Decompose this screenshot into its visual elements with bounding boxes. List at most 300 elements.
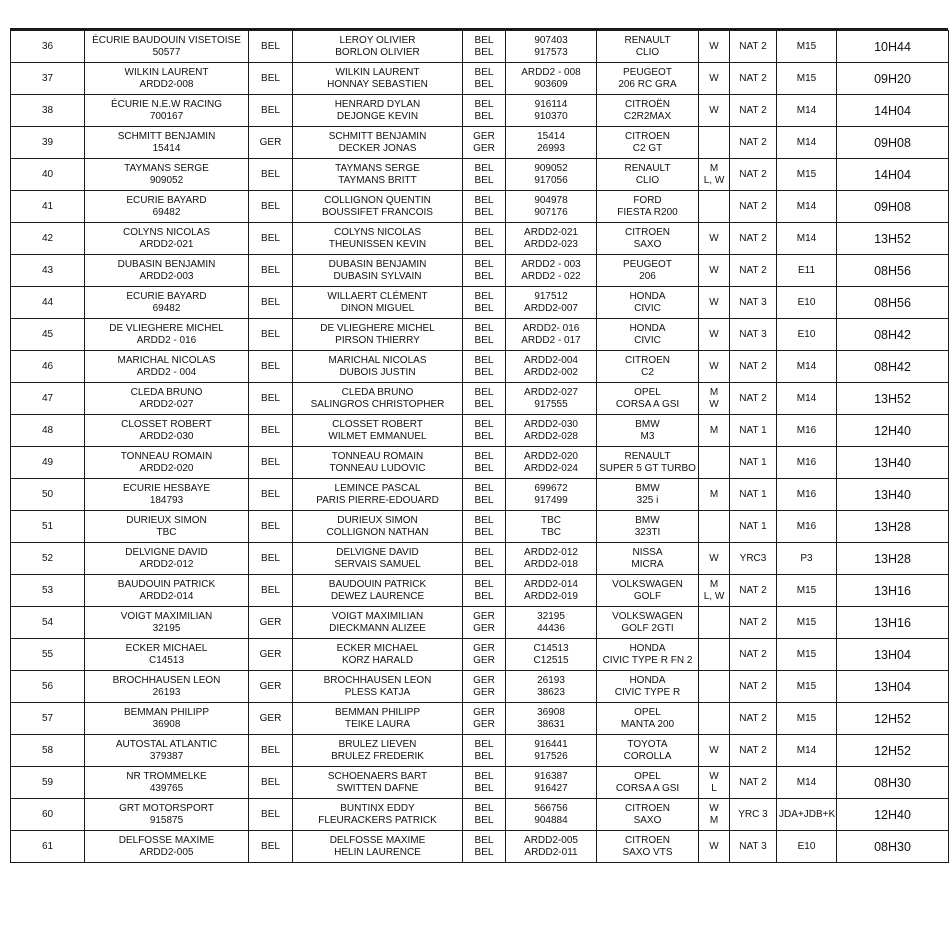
car-cell xyxy=(597,607,699,639)
licence-cell xyxy=(506,543,597,575)
class: M14 xyxy=(777,383,837,415)
table-row xyxy=(11,31,949,63)
class: M16 xyxy=(777,511,837,543)
flags-cell xyxy=(699,159,730,191)
crew-member: BUNTINX EDDY xyxy=(340,802,415,814)
crew-nationality: BEL xyxy=(474,46,494,58)
car-line: C2 GT xyxy=(632,142,663,154)
licence-number: 904978 xyxy=(534,194,568,206)
scrutineering-time: 08H42 xyxy=(837,319,949,351)
entry-list-table xyxy=(10,30,949,863)
car-line: CIVIC xyxy=(634,302,661,314)
entrant-line: CLEDA BRUNO xyxy=(130,386,203,398)
table-row xyxy=(11,607,949,639)
entrant-nationality: BEL xyxy=(249,447,293,479)
category: YRC3 xyxy=(730,543,777,575)
flag-code: W xyxy=(709,802,719,814)
entrant-cell xyxy=(85,159,249,191)
car-cell xyxy=(597,63,699,95)
crew-member: FLEURACKERS PATRICK xyxy=(318,814,437,826)
crew-member: SCHMITT BENJAMIN xyxy=(328,130,427,142)
entrant-cell xyxy=(85,639,249,671)
crew-member: WILLAERT CLÉMENT xyxy=(327,290,428,302)
licence-number: ARDD2 - 008 xyxy=(521,66,581,78)
car-line: HONDA xyxy=(629,290,666,302)
flags-cell xyxy=(699,799,730,831)
crew-nationality: GER xyxy=(473,130,495,142)
entrant-cell xyxy=(85,383,249,415)
car-line: FORD xyxy=(633,194,662,206)
crew-nationality-cell xyxy=(463,63,506,95)
car-cell xyxy=(597,703,699,735)
crew-nationality: BEL xyxy=(474,238,494,250)
licence-number: 903609 xyxy=(534,78,568,90)
crew-member: DURIEUX SIMON xyxy=(337,514,418,526)
crew-nationality: BEL xyxy=(474,226,494,238)
car-line: SUPER 5 GT TURBO xyxy=(599,462,696,474)
entrant-nationality: BEL xyxy=(249,735,293,767)
licence-number: 917056 xyxy=(534,174,568,186)
crew-nationality: BEL xyxy=(474,366,494,378)
car-cell xyxy=(597,351,699,383)
car-line: HONDA xyxy=(629,642,666,654)
crew-cell xyxy=(293,95,463,127)
entrant-line: 700167 xyxy=(149,110,184,122)
entrant-line: DURIEUX SIMON xyxy=(126,514,207,526)
crew-nationality-cell xyxy=(463,191,506,223)
car-line: GOLF xyxy=(633,590,662,602)
entrant-nationality: BEL xyxy=(249,319,293,351)
scrutineering-time: 14H04 xyxy=(837,95,949,127)
crew-nationality-cell xyxy=(463,575,506,607)
car-cell xyxy=(597,575,699,607)
crew-member: PIRSON THIERRY xyxy=(335,334,420,346)
table-row xyxy=(11,383,949,415)
crew-member: HONNAY SEBASTIEN xyxy=(327,78,428,90)
car-cell xyxy=(597,191,699,223)
table-row xyxy=(11,159,949,191)
licence-number: ARDD2 - 003 xyxy=(521,258,581,270)
crew-nationality: BEL xyxy=(474,270,494,282)
crew-cell xyxy=(293,703,463,735)
category: NAT 1 xyxy=(730,415,777,447)
car-cell xyxy=(597,223,699,255)
class: JDA+JDB+K xyxy=(777,799,837,831)
crew-nationality: BEL xyxy=(474,494,494,506)
car-cell xyxy=(597,159,699,191)
crew-nationality: GER xyxy=(473,674,495,686)
car-cell xyxy=(597,767,699,799)
flags-cell xyxy=(699,95,730,127)
crew-cell xyxy=(293,191,463,223)
class: M15 xyxy=(777,159,837,191)
crew-nationality: BEL xyxy=(474,450,494,462)
entrant-line: DE VLIEGHERE MICHEL xyxy=(109,322,224,334)
flags-cell xyxy=(699,831,730,863)
crew-nationality: GER xyxy=(473,610,495,622)
entry-list-sheet xyxy=(10,30,948,863)
entrant-cell xyxy=(85,543,249,575)
flags-cell xyxy=(699,191,730,223)
start-number: 61 xyxy=(11,831,85,863)
scrutineering-time: 08H30 xyxy=(837,831,949,863)
licence-cell xyxy=(506,223,597,255)
crew-nationality-cell xyxy=(463,607,506,639)
flag-code: W xyxy=(709,40,719,52)
car-cell xyxy=(597,447,699,479)
licence-cell xyxy=(506,159,597,191)
category: NAT 2 xyxy=(730,703,777,735)
entrant-line: 909052 xyxy=(149,174,184,186)
flags-cell xyxy=(699,575,730,607)
crew-nationality: BEL xyxy=(474,194,494,206)
entrant-line: MARICHAL NICOLAS xyxy=(117,354,216,366)
crew-member: DIECKMANN ALIZEE xyxy=(329,622,426,634)
flag-code: W xyxy=(709,840,719,852)
scrutineering-time: 13H40 xyxy=(837,447,949,479)
licence-cell xyxy=(506,703,597,735)
start-number: 53 xyxy=(11,575,85,607)
car-line: HONDA xyxy=(629,322,666,334)
entrant-line: 32195 xyxy=(152,622,181,634)
flag-code: M xyxy=(709,578,719,590)
licence-number: ARDD2-011 xyxy=(524,846,578,858)
car-line: PEUGEOT xyxy=(623,66,672,78)
flags-cell xyxy=(699,447,730,479)
entrant-line: 915875 xyxy=(149,814,184,826)
entry-rows xyxy=(11,31,949,863)
car-line: SAXO xyxy=(633,238,662,250)
entrant-line: 439765 xyxy=(149,782,184,794)
scrutineering-time: 13H40 xyxy=(837,479,949,511)
category: NAT 1 xyxy=(730,479,777,511)
entrant-nationality: GER xyxy=(249,127,293,159)
flag-code: L xyxy=(711,782,717,794)
table-row xyxy=(11,319,949,351)
crew-cell xyxy=(293,671,463,703)
scrutineering-time: 09H08 xyxy=(837,191,949,223)
crew-nationality: BEL xyxy=(474,482,494,494)
crew-nationality: BEL xyxy=(474,430,494,442)
start-number: 46 xyxy=(11,351,85,383)
car-line: BMW xyxy=(635,418,660,430)
crew-member: VOIGT MAXIMILIAN xyxy=(331,610,424,622)
crew-cell xyxy=(293,447,463,479)
car-cell xyxy=(597,383,699,415)
crew-member: DECKER JONAS xyxy=(338,142,417,154)
crew-cell xyxy=(293,383,463,415)
scrutineering-time: 08H56 xyxy=(837,255,949,287)
licence-number: ARDD2-014 xyxy=(524,578,578,590)
licence-number: 916427 xyxy=(534,782,568,794)
crew-nationality: GER xyxy=(473,142,495,154)
crew-member: THEUNISSEN KEVIN xyxy=(328,238,427,250)
crew-member: DEJONGE KEVIN xyxy=(336,110,419,122)
licence-number: ARDD2-030 xyxy=(524,418,578,430)
crew-nationality: BEL xyxy=(474,558,494,570)
entrant-line: ARDD2-005 xyxy=(139,846,194,858)
start-number: 40 xyxy=(11,159,85,191)
car-line: CITROEN xyxy=(625,834,670,846)
flags-cell xyxy=(699,383,730,415)
entrant-nationality: BEL xyxy=(249,575,293,607)
class: M14 xyxy=(777,767,837,799)
licence-number: 907403 xyxy=(534,34,568,46)
car-line: COROLLA xyxy=(623,750,672,762)
class: E11 xyxy=(777,255,837,287)
flag-code: M xyxy=(709,814,719,826)
flag-code: W xyxy=(709,264,719,276)
category: NAT 2 xyxy=(730,671,777,703)
flags-cell xyxy=(699,415,730,447)
entrant-line: ECURIE BAYARD xyxy=(126,290,207,302)
crew-member: DUBOIS JUSTIN xyxy=(339,366,416,378)
entrant-cell xyxy=(85,63,249,95)
entrant-line: AUTOSTAL ATLANTIC xyxy=(115,738,218,750)
entrant-line: ARDD2-014 xyxy=(139,590,194,602)
crew-cell xyxy=(293,255,463,287)
crew-nationality: BEL xyxy=(474,66,494,78)
scrutineering-time: 13H52 xyxy=(837,383,949,415)
crew-member: BRULEZ LIEVEN xyxy=(338,738,417,750)
car-line: GOLF 2GTI xyxy=(621,622,674,634)
entrant-nationality: BEL xyxy=(249,831,293,863)
crew-nationality-cell xyxy=(463,799,506,831)
table-row xyxy=(11,767,949,799)
crew-member: COLLIGNON QUENTIN xyxy=(324,194,431,206)
category: NAT 3 xyxy=(730,287,777,319)
entrant-cell xyxy=(85,415,249,447)
crew-nationality-cell xyxy=(463,319,506,351)
crew-nationality: BEL xyxy=(474,834,494,846)
flag-code: W xyxy=(709,360,719,372)
category: NAT 2 xyxy=(730,639,777,671)
licence-number: TBC xyxy=(541,526,561,538)
car-line: BMW xyxy=(635,482,660,494)
flags-cell xyxy=(699,63,730,95)
flag-code: W xyxy=(709,744,719,756)
licence-number: ARDD2-021 xyxy=(524,226,578,238)
licence-number: ARDD2 - 022 xyxy=(521,270,581,282)
flag-code: W xyxy=(709,552,719,564)
car-line: FIESTA R200 xyxy=(617,206,678,218)
class: M15 xyxy=(777,575,837,607)
crew-nationality: BEL xyxy=(474,398,494,410)
scrutineering-time: 08H56 xyxy=(837,287,949,319)
table-row xyxy=(11,127,949,159)
crew-nationality: BEL xyxy=(474,782,494,794)
flags-cell xyxy=(699,127,730,159)
start-number: 55 xyxy=(11,639,85,671)
entrant-line: DELVIGNE DAVID xyxy=(125,546,208,558)
entrant-cell xyxy=(85,287,249,319)
entrant-line: SCHMITT BENJAMIN xyxy=(117,130,216,142)
crew-nationality-cell xyxy=(463,351,506,383)
category: NAT 2 xyxy=(730,223,777,255)
licence-number: 38631 xyxy=(537,718,565,730)
crew-nationality: BEL xyxy=(474,802,494,814)
start-number: 36 xyxy=(11,31,85,63)
crew-nationality: BEL xyxy=(474,770,494,782)
licence-number: 910370 xyxy=(534,110,568,122)
flag-code: W xyxy=(709,104,719,116)
crew-nationality: BEL xyxy=(474,846,494,858)
licence-cell xyxy=(506,671,597,703)
start-number: 51 xyxy=(11,511,85,543)
crew-cell xyxy=(293,735,463,767)
table-row xyxy=(11,639,949,671)
entrant-cell xyxy=(85,191,249,223)
start-number: 54 xyxy=(11,607,85,639)
car-line: CORSA A GSI xyxy=(615,782,680,794)
licence-number: 916387 xyxy=(534,770,568,782)
table-row xyxy=(11,479,949,511)
crew-cell xyxy=(293,543,463,575)
scrutineering-time: 13H52 xyxy=(837,223,949,255)
crew-nationality-cell xyxy=(463,447,506,479)
flag-code: W xyxy=(709,398,719,410)
entrant-line: ARDD2-021 xyxy=(139,238,194,250)
start-number: 48 xyxy=(11,415,85,447)
crew-member: BAUDOUIN PATRICK xyxy=(328,578,427,590)
crew-nationality-cell xyxy=(463,383,506,415)
licence-cell xyxy=(506,767,597,799)
entrant-line: DELFOSSE MAXIME xyxy=(118,834,215,846)
licence-number: 916441 xyxy=(534,738,568,750)
scrutineering-time: 13H04 xyxy=(837,639,949,671)
licence-cell xyxy=(506,319,597,351)
crew-nationality: BEL xyxy=(474,578,494,590)
flag-code: M xyxy=(709,424,719,436)
category: NAT 2 xyxy=(730,159,777,191)
flags-cell xyxy=(699,351,730,383)
crew-member: PLESS KATJA xyxy=(344,686,411,698)
crew-cell xyxy=(293,799,463,831)
entrant-line: COLYNS NICOLAS xyxy=(122,226,211,238)
licence-number: 909052 xyxy=(534,162,568,174)
licence-cell xyxy=(506,447,597,479)
licence-number: ARDD2-028 xyxy=(524,430,578,442)
car-line: PEUGEOT xyxy=(623,258,672,270)
car-line: 206 xyxy=(639,270,656,282)
licence-cell xyxy=(506,127,597,159)
crew-member: TEIKE LAURA xyxy=(344,718,411,730)
category: NAT 1 xyxy=(730,447,777,479)
entrant-nationality: BEL xyxy=(249,287,293,319)
category: NAT 2 xyxy=(730,127,777,159)
licence-cell xyxy=(506,831,597,863)
car-line: RENAULT xyxy=(624,450,671,462)
table-row xyxy=(11,287,949,319)
licence-cell xyxy=(506,735,597,767)
crew-nationality: BEL xyxy=(474,98,494,110)
start-number: 38 xyxy=(11,95,85,127)
crew-nationality: BEL xyxy=(474,34,494,46)
entrant-line: 36908 xyxy=(152,718,181,730)
entrant-nationality: BEL xyxy=(249,415,293,447)
crew-member: BROCHHAUSEN LEON xyxy=(323,674,432,686)
scrutineering-time: 13H16 xyxy=(837,607,949,639)
crew-nationality: BEL xyxy=(474,546,494,558)
entrant-line: 26193 xyxy=(152,686,181,698)
crew-nationality-cell xyxy=(463,287,506,319)
crew-nationality: BEL xyxy=(474,302,494,314)
class: M14 xyxy=(777,95,837,127)
crew-nationality-cell xyxy=(463,511,506,543)
flag-code: W xyxy=(709,296,719,308)
crew-nationality: GER xyxy=(473,654,495,666)
car-cell xyxy=(597,479,699,511)
flags-cell xyxy=(699,543,730,575)
licence-number: 907176 xyxy=(534,206,568,218)
start-number: 59 xyxy=(11,767,85,799)
crew-cell xyxy=(293,351,463,383)
car-line: CIVIC TYPE R xyxy=(614,686,681,698)
crew-member: CLEDA BRUNO xyxy=(341,386,414,398)
scrutineering-time: 13H28 xyxy=(837,511,949,543)
licence-number: ARDD2-002 xyxy=(524,366,578,378)
entrant-nationality: BEL xyxy=(249,95,293,127)
class: M14 xyxy=(777,735,837,767)
class: M15 xyxy=(777,671,837,703)
entrant-line: VOIGT MAXIMILIAN xyxy=(120,610,213,622)
car-line: RENAULT xyxy=(624,34,671,46)
car-line: OPEL xyxy=(634,706,661,718)
entrant-nationality: BEL xyxy=(249,63,293,95)
category: NAT 2 xyxy=(730,575,777,607)
crew-member: WILMET EMMANUEL xyxy=(328,430,427,442)
licence-cell xyxy=(506,95,597,127)
car-cell xyxy=(597,287,699,319)
entrant-line: GRT MOTORSPORT xyxy=(119,802,214,814)
car-line: VOLKSWAGEN xyxy=(612,578,683,590)
crew-nationality-cell xyxy=(463,31,506,63)
flag-code: W xyxy=(709,72,719,84)
crew-nationality: BEL xyxy=(474,462,494,474)
licence-cell xyxy=(506,63,597,95)
crew-nationality: BEL xyxy=(474,258,494,270)
start-number: 43 xyxy=(11,255,85,287)
flag-code: M xyxy=(709,386,719,398)
flags-cell xyxy=(699,735,730,767)
crew-nationality-cell xyxy=(463,95,506,127)
crew-nationality: GER xyxy=(473,642,495,654)
entrant-cell xyxy=(85,351,249,383)
table-row xyxy=(11,575,949,607)
licence-number: 917573 xyxy=(534,46,568,58)
table-row xyxy=(11,671,949,703)
car-cell xyxy=(597,511,699,543)
car-line: CITROËN xyxy=(625,98,670,110)
crew-nationality-cell xyxy=(463,255,506,287)
crew-member: TAYMANS BRITT xyxy=(338,174,417,186)
table-row xyxy=(11,351,949,383)
crew-nationality: BEL xyxy=(474,334,494,346)
entrant-nationality: BEL xyxy=(249,799,293,831)
car-line: CIVIC xyxy=(634,334,661,346)
entrant-line: ECURIE HESBAYE xyxy=(122,482,211,494)
crew-nationality-cell xyxy=(463,479,506,511)
category: NAT 2 xyxy=(730,63,777,95)
entrant-line: ÉCURIE BAUDOUIN VISETOISE xyxy=(92,34,241,46)
licence-cell xyxy=(506,479,597,511)
entrant-cell xyxy=(85,479,249,511)
licence-number: 32195 xyxy=(537,610,565,622)
entrant-line: WILKIN LAURENT xyxy=(124,66,209,78)
licence-number: ARDD2- 016 xyxy=(522,322,580,334)
table-row xyxy=(11,511,949,543)
car-line: NISSA xyxy=(632,546,663,558)
